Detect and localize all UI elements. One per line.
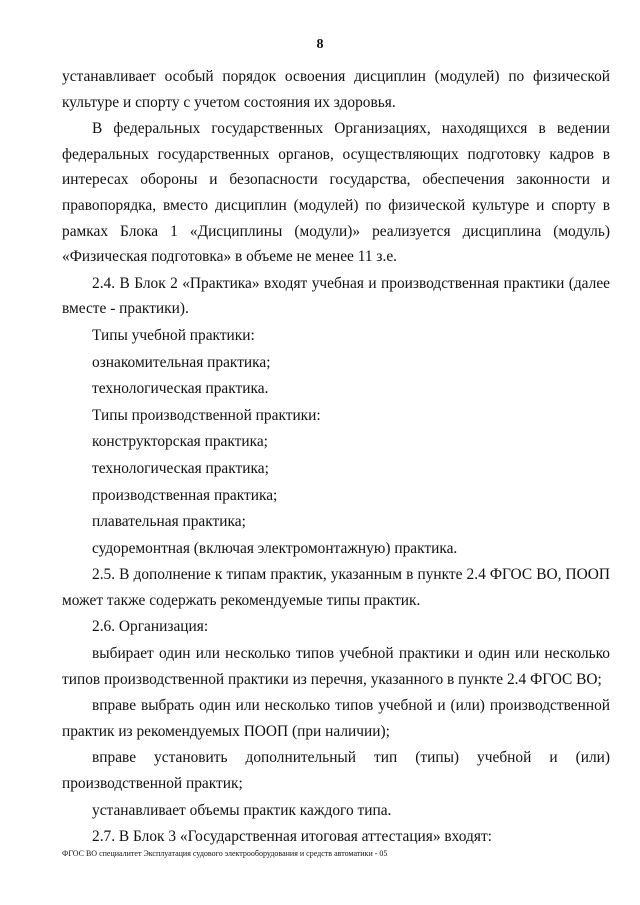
paragraph-selects-types: выбирает один или несколько типов учебной практики и один или несколько типов производственной практики из перечня, указанного в пункте 2.4 ФГОС ВО;: [62, 645, 610, 688]
list-item-design-practice: конструкторская практика;: [92, 433, 268, 451]
paragraph-2-5-recommended-types: 2.5. В дополнение к типам практик, указанным в пункте 2.4 ФГОС ВО, ПООП может также содержать рекомендуемые типы практик.: [62, 566, 610, 609]
list-item-sailing-practice: плавательная практика;: [92, 513, 246, 531]
list-item-technological-practice-1: технологическая практика.: [92, 380, 269, 398]
paragraph-sets-volumes: устанавливает объемы практик каждого типа.: [92, 801, 392, 819]
list-item-production-practice: производственная практика;: [92, 486, 278, 504]
paragraph-2-6-organization: 2.6. Организация:: [92, 618, 209, 636]
paragraph-health-continuation: устанавливает особый порядок освоения дисциплин (модулей) по физической культуре и спорту с учетом состояния их здоровья.: [62, 68, 610, 111]
paragraph-may-establish-additional: вправе установить дополнительный тип (типы) учебной и (или) производственной практик;: [62, 749, 610, 793]
paragraph-physical-training: В федеральных государственных Организациях, находящихся в ведении федеральных государственных органов, осуществляющих подготовку кадров в интересах обороны и безопасности государства, обеспечения законности и правопорядка, вместо дисциплин (модулей) по физической культуре и спорту в рамках Блока 1 «Дисциплины (модули)» реализуется дисциплина (модуль) «Физическая подготовка» в объеме не менее 11 з.е.: [62, 120, 610, 266]
paragraph-2-7-final-attestation: 2.7. В Блок 3 «Государственная итоговая аттестация» входят:: [92, 828, 492, 846]
list-item-introductory-practice: ознакомительная практика;: [92, 353, 271, 371]
list-heading-educational-practice: Типы учебной практики:: [92, 326, 255, 344]
paragraph-2-4-practice-block: 2.4. В Блок 2 «Практика» входят учебная и производственная практики (далее вместе - практики).: [62, 274, 610, 318]
page-number: 8: [316, 37, 324, 52]
list-item-technological-practice-2: технологическая практика;: [92, 459, 269, 477]
paragraph-may-choose-recommended: вправе выбрать один или несколько типов учебной и (или) производственной практик из рекомендуемых ПООП (при наличии);: [62, 697, 610, 740]
list-heading-production-practice: Типы производственной практики:: [92, 406, 321, 424]
list-item-ship-repair-practice: судоремонтная (включая электромонтажную) практика.: [92, 539, 458, 557]
page-footer: ФГОС ВО специалитет Эксплуатация судового электрооборудования и средств автоматики - 05: [62, 849, 388, 858]
document-body: [62, 64, 610, 851]
